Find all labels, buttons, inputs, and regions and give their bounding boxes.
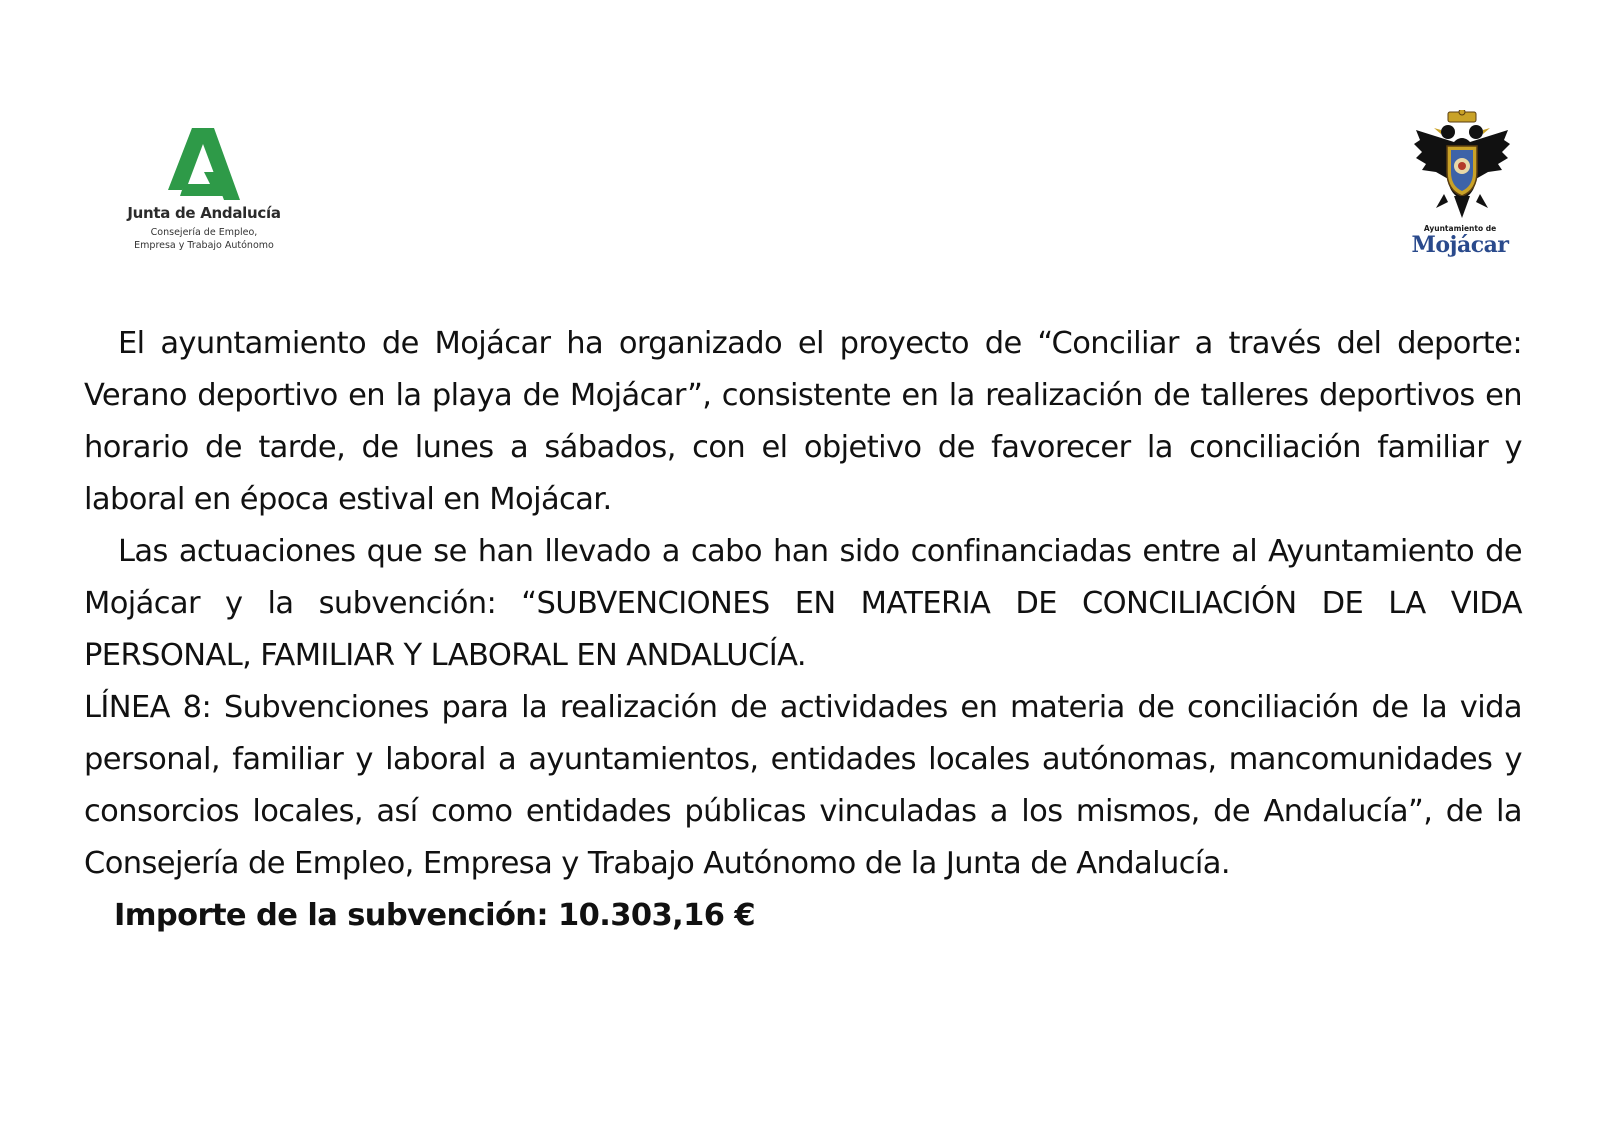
document-body	[84, 318, 1522, 942]
paragraph-project-description: El ayuntamiento de Mojácar ha organizado el proyecto de “Conciliar a través del deporte: Verano deportivo en la playa de Mojácar”, consistente en la realización de talleres deportivos en horario de tarde, de lunes a sábados, con el objetivo de favorecer la conciliación familiar y laboral en época estival en Mojácar.	[84, 326, 1522, 517]
mojacar-logo-name: Mojácar	[1411, 232, 1509, 258]
paragraph-cofinancing: Las actuaciones que se han llevado a cabo han sido confinanciadas entre al Ayuntamiento de Mojácar y la subvención: “SUBVENCIONES EN MATERIA DE CONCILIACIÓN DE LA VIDA PERSONAL, FAMILIAR Y LABORAL EN ANDALUCÍA.	[84, 534, 1522, 673]
paragraph-linea-8: LÍNEA 8: Subvenciones para la realización de actividades en materia de conciliación de la vida personal, familiar y laboral a ayuntamientos, entidades locales autónomas, mancomunidades y consorcios locales, así como entidades públicas vinculadas a los mismos, de Andalucía”, de la Consejería de Empleo, Empresa y Trabajo Autónomo de la Junta de Andalucía.	[84, 690, 1522, 881]
mojacar-logo-subtitle: Ayuntamiento de	[1423, 224, 1497, 233]
subsidy-amount: Importe de la subvención: 10.303,16 €	[114, 898, 755, 933]
double-headed-eagle-crest-icon	[1414, 110, 1510, 222]
ayuntamiento-mojacar-logo	[1402, 110, 1522, 270]
junta-logo-name: Junta de Andalucía	[127, 204, 281, 222]
junta-logo-department	[116, 226, 292, 252]
junta-department-line2: Empresa y Trabajo Autónomo	[134, 240, 274, 251]
junta-andalucia-a-icon	[166, 128, 240, 200]
junta-de-andalucia-logo	[116, 128, 296, 258]
junta-department-line1: Consejería de Empleo,	[150, 227, 258, 238]
